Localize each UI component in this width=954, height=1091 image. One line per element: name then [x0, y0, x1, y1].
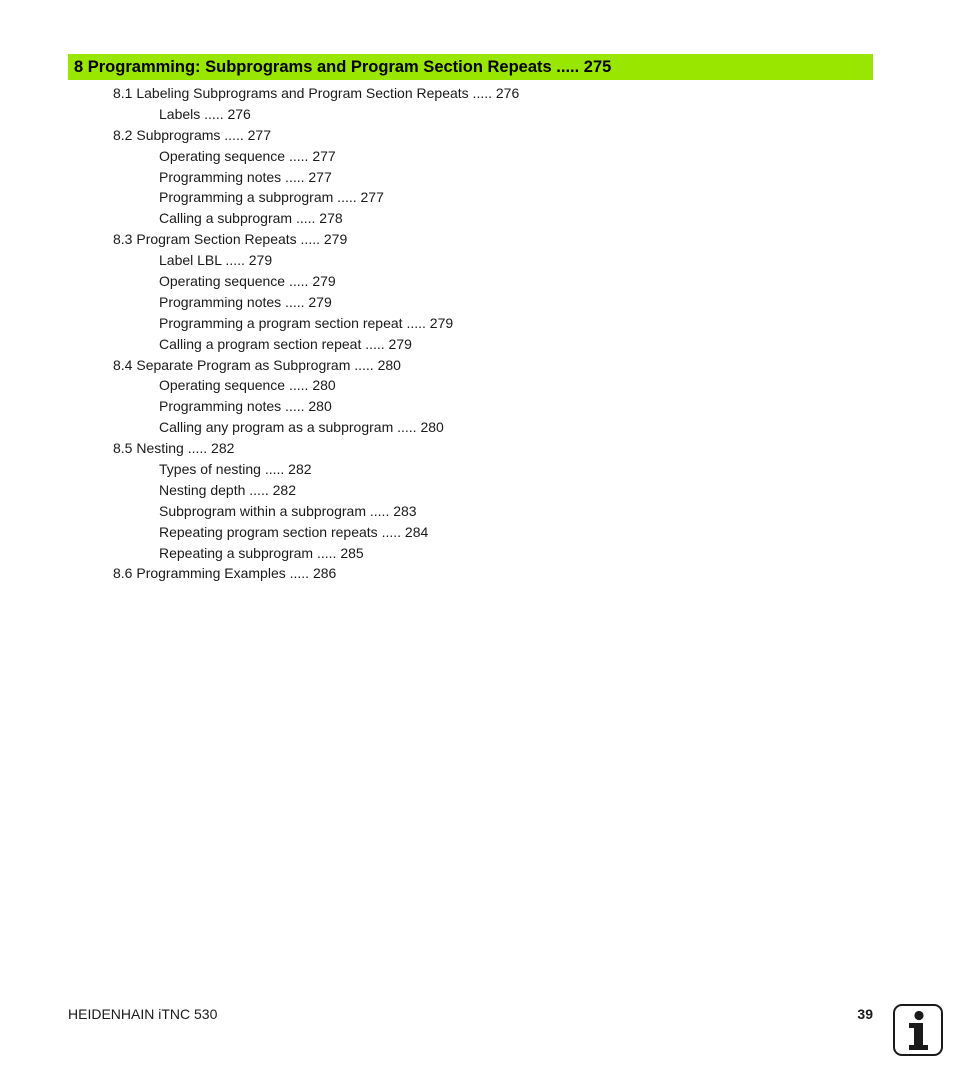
chapter-heading-bar [68, 54, 873, 80]
toc-item-repeating-section-repeats[interactable]: Repeating program section repeats ..... 284 [159, 523, 429, 540]
toc-item-repeating-a-subprogram[interactable]: Repeating a subprogram ..... 285 [159, 544, 364, 561]
toc-item-operating-sequence[interactable]: Operating sequence ..... 280 [159, 377, 336, 394]
toc-item-programming-a-subprogram[interactable]: Programming a subprogram ..... 277 [159, 189, 384, 206]
footer-title: HEIDENHAIN iTNC 530 [68, 1006, 218, 1022]
page-number: 39 [857, 1006, 873, 1022]
toc-item-operating-sequence[interactable]: Operating sequence ..... 277 [159, 147, 336, 164]
toc-item-calling-a-section-repeat[interactable]: Calling a program section repeat ..... 279 [159, 335, 412, 352]
toc-item-subprogram-within-subprogram[interactable]: Subprogram within a subprogram ..... 283 [159, 502, 417, 519]
info-icon [893, 1004, 943, 1056]
toc-item-types-of-nesting[interactable]: Types of nesting ..... 282 [159, 461, 312, 478]
toc-item-programming-notes[interactable]: Programming notes ..... 280 [159, 398, 332, 415]
chapter-heading[interactable]: 8 Programming: Subprograms and Program Section Repeats ..... 275 [74, 58, 612, 76]
toc-item-programming-a-section-repeat[interactable]: Programming a program section repeat ..... 279 [159, 314, 454, 331]
toc-item-programming-notes[interactable]: Programming notes ..... 279 [159, 293, 332, 310]
toc-section-8-5[interactable]: 8.5 Nesting ..... 282 [113, 440, 235, 457]
toc-item-labels[interactable]: Labels ..... 276 [159, 105, 251, 122]
toc-section-8-1[interactable]: 8.1 Labeling Subprograms and Program Section Repeats ..... 276 [113, 85, 520, 101]
toc-item-nesting-depth[interactable]: Nesting depth ..... 282 [159, 481, 296, 498]
toc-item-calling-a-subprogram[interactable]: Calling a subprogram ..... 278 [159, 210, 343, 227]
table-of-contents [0, 83, 954, 584]
toc-item-label-lbl[interactable]: Label LBL ..... 279 [159, 252, 273, 269]
toc-item-programming-notes[interactable]: Programming notes ..... 277 [159, 168, 332, 185]
toc-section-8-2[interactable]: 8.2 Subprograms ..... 277 [113, 126, 271, 143]
info-glyph [895, 1006, 941, 1054]
toc-section-8-6[interactable]: 8.6 Programming Examples ..... 286 [113, 565, 337, 582]
toc-section-8-4[interactable]: 8.4 Separate Program as Subprogram ..... 280 [113, 356, 401, 373]
toc-item-operating-sequence[interactable]: Operating sequence ..... 279 [159, 273, 336, 290]
toc-item-calling-any-program[interactable]: Calling any program as a subprogram ..... 280 [159, 419, 444, 436]
toc-section-8-3[interactable]: 8.3 Program Section Repeats ..... 279 [113, 231, 348, 248]
